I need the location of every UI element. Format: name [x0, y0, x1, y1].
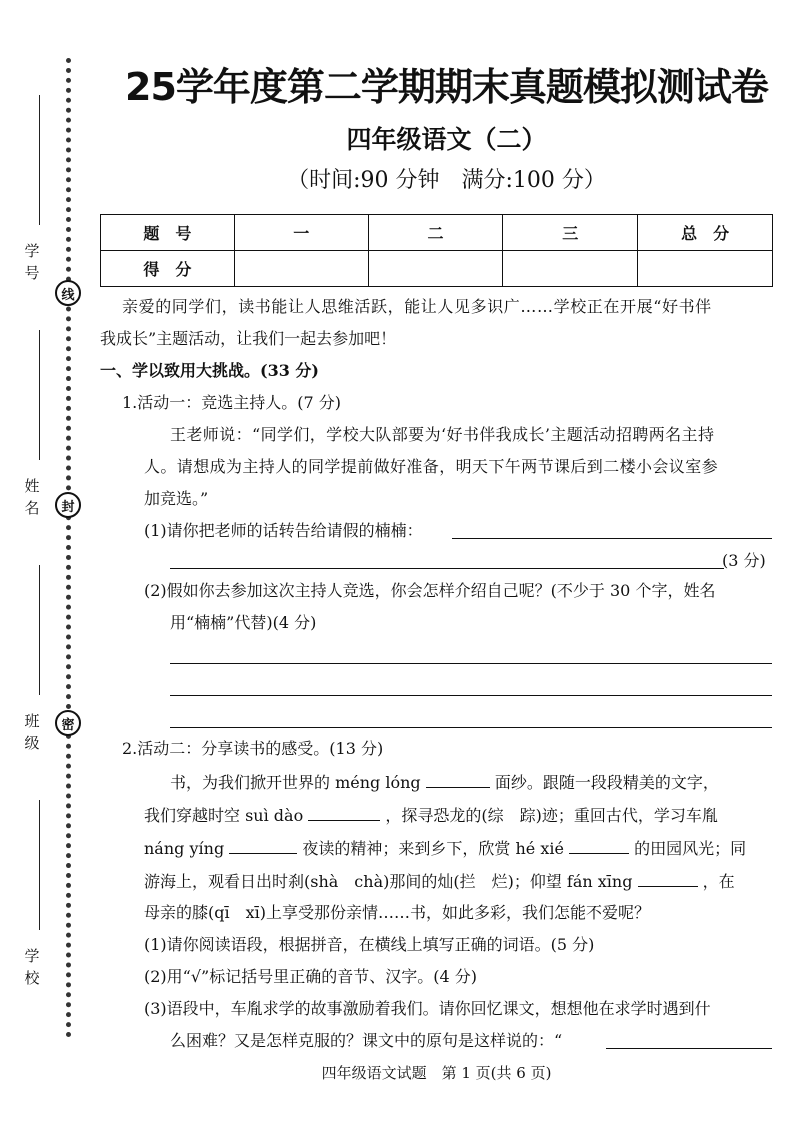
- score-input-total[interactable]: [638, 251, 773, 287]
- passage-line-2-part-b: ，探寻恐龙的(综 踪)迹；重回古代，学习车胤: [385, 806, 718, 825]
- exam-title: 25学年度第二学期期末真题模拟测试卷: [125, 65, 768, 109]
- passage-line-4-part-a: 游海上，观看日出时刹(shà chà)那间的灿(拦 烂)；仰望 fán xīng: [144, 872, 633, 891]
- school-label: 学 校: [24, 947, 40, 987]
- passage-line-1-part-b: 面纱。跟随一段段精美的文字，: [494, 773, 719, 792]
- answer-line-1a[interactable]: [452, 538, 772, 539]
- score-cell-part1: 一: [234, 215, 368, 251]
- exam-time-info: （时间:90 分钟 满分:100 分）: [287, 168, 606, 193]
- answer-line-1b[interactable]: [170, 568, 724, 569]
- binding-margin: [0, 0, 95, 1122]
- passage-line-4: [144, 869, 735, 893]
- answer-line-2a[interactable]: [170, 663, 772, 664]
- page-footer: 四年级语文试题 第 1 页(共 6 页): [321, 1064, 552, 1082]
- intro-line-1: 亲爱的同学们，读书能让人思维活跃，能让人见多识广……学校正在开展“好书伴: [122, 297, 712, 316]
- score-input-part1[interactable]: [234, 251, 368, 287]
- student-id-line: [39, 95, 40, 225]
- passage-line-1-part-a: 书，为我们掀开世界的 méng lóng: [170, 773, 421, 792]
- name-line: [39, 330, 40, 460]
- pinyin-blank-menglong[interactable]: [426, 770, 490, 788]
- activity-2-question-1: (1)请你阅读语段，根据拼音，在横线上填写正确的词语。(5 分): [144, 935, 595, 954]
- seal-secret-mark: 密: [55, 710, 81, 736]
- activity-1-question-2-line-1: (2)假如你去参加这次主持人竞选，你会怎样介绍自己呢？(不少于 30 个字，姓名: [144, 581, 716, 600]
- score-cell-part3: 三: [503, 215, 638, 251]
- pinyin-blank-hexie[interactable]: [569, 836, 629, 854]
- answer-line-2b[interactable]: [170, 695, 772, 696]
- activity-1-quote-line-2: 人。请想成为主持人的同学提前做好准备，明天下午两节课后到二楼小会议室参: [144, 457, 719, 476]
- binding-dashed-line: [66, 58, 71, 1038]
- activity-2-question-3-line-1: (3)语段中，车胤求学的故事激励着我们。请你回忆课文，想想他在求学时遇到什: [144, 999, 711, 1018]
- score-cell-part2: 二: [368, 215, 503, 251]
- name-label: 姓 名: [24, 477, 40, 517]
- score-table-score-row: [101, 251, 773, 287]
- activity-1-quote-line-1: 王老师说：“同学们，学校大队部要为‘好书伴我成长’主题活动招聘两名主持: [170, 425, 715, 444]
- score-table-header-row: [101, 215, 773, 251]
- activity-1-question-1-points: (3 分): [722, 551, 766, 570]
- score-row-label: 得 分: [101, 251, 235, 287]
- student-id-label: 学 号: [24, 242, 40, 282]
- school-line: [39, 800, 40, 930]
- passage-line-3-part-a: náng yíng: [144, 839, 225, 858]
- pinyin-blank-nangying[interactable]: [229, 836, 297, 854]
- passage-line-2: [144, 803, 718, 827]
- answer-line-2c[interactable]: [170, 727, 772, 728]
- seal-line-mark: 线: [55, 280, 81, 306]
- activity-1-question-1: (1)请你把老师的话转告给请假的楠楠：: [144, 521, 423, 540]
- score-input-part3[interactable]: [503, 251, 638, 287]
- pinyin-blank-fanxing[interactable]: [638, 869, 698, 887]
- activity-2-question-3-line-2: 么困难？又是怎样克服的？课文中的原句是这样说的：“: [170, 1031, 563, 1050]
- passage-line-1: [170, 770, 719, 794]
- answer-line-3[interactable]: [606, 1048, 772, 1049]
- pinyin-blank-suidao[interactable]: [308, 803, 380, 821]
- passage-line-5: 母亲的膝(qī xī)上享受那份亲情……书，如此多彩，我们怎能不爱呢？: [144, 903, 650, 922]
- activity-1-question-2-line-2: 用“楠楠”代替)(4 分): [170, 613, 317, 632]
- score-table: [100, 214, 773, 287]
- class-label: 班 级: [24, 712, 40, 752]
- passage-line-2-part-a: 我们穿越时空 suì dào: [144, 806, 304, 825]
- passage-line-3: [144, 836, 746, 860]
- score-cell-total: 总 分: [638, 215, 773, 251]
- score-cell-label: 题 号: [101, 215, 235, 251]
- class-line: [39, 565, 40, 695]
- passage-line-4-part-b: ，在: [702, 872, 735, 891]
- exam-subtitle: 四年级语文（二）: [346, 125, 547, 154]
- score-input-part2[interactable]: [368, 251, 503, 287]
- activity-1-heading: 1.活动一：竞选主持人。(7 分): [122, 393, 342, 412]
- section-1-heading: 一、学以致用大挑战。(33 分): [100, 361, 319, 380]
- passage-line-3-part-b: 夜读的精神；来到乡下，欣赏 hé xié: [302, 839, 564, 858]
- passage-line-3-part-c: 的田园风光；同: [634, 839, 747, 858]
- seal-seal-mark: 封: [55, 492, 81, 518]
- activity-2-heading: 2.活动二：分享读书的感受。(13 分): [122, 739, 384, 758]
- intro-line-2: 我成长”主题活动，让我们一起去参加吧！: [100, 329, 397, 348]
- activity-1-quote-line-3: 加竞选。”: [144, 489, 209, 508]
- activity-2-question-2: (2)用“√”标记括号里正确的音节、汉字。(4 分): [144, 967, 477, 986]
